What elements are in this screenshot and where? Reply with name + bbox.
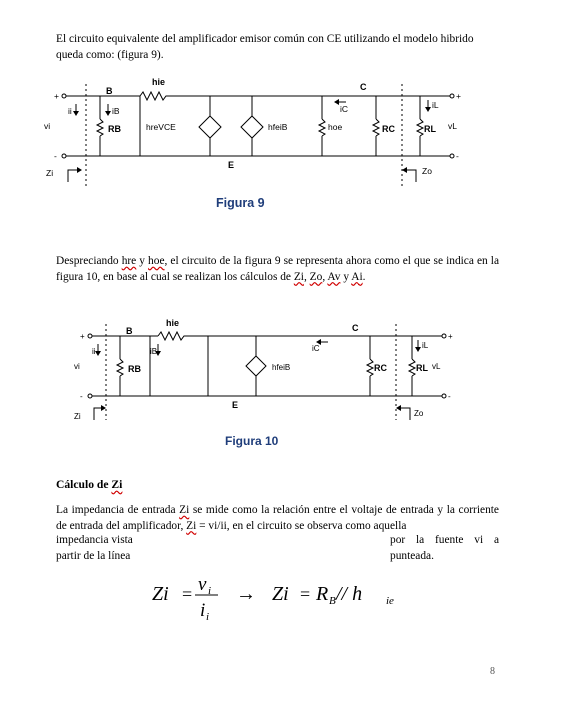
p2-text-5: ,: [322, 270, 328, 283]
fig10-rc: RC: [374, 363, 387, 373]
formula-den-sub: i: [206, 611, 210, 623]
fig10-node-b: B: [126, 326, 133, 336]
zi-formula: [150, 570, 410, 630]
formula-num: v: [198, 574, 207, 595]
formula-num-sub: i: [208, 585, 212, 597]
intro-text: El circuito equivalente del amplificador emisor común con CE utilizando el modelo hibrido queda como: (figura 9).: [56, 33, 474, 61]
heading-text: Cálculo de: [56, 478, 112, 491]
fig10-hfe-ib: hfeiB: [272, 363, 291, 372]
p2-word-av: Av: [327, 270, 341, 283]
fig10-plus-in: +: [80, 332, 85, 341]
fig9-node-b: B: [106, 86, 113, 96]
formula-den: i: [200, 600, 206, 621]
p2-text-3: , el circuito de la figura 9 se representa ahora como el que se indica en la figura 10, en base al cual se realizan los cálculos de: [56, 255, 499, 283]
fig9-minus-in: -: [54, 151, 57, 161]
fig9-zi: Zi: [46, 168, 54, 178]
formula-arrow: →: [236, 583, 256, 605]
fig10-il: iL: [422, 341, 429, 350]
fig9-il: iL: [432, 100, 439, 110]
p2-word-hre: hre: [121, 255, 137, 267]
formula-rhs-h-sub: ie: [386, 595, 394, 607]
fig10-ib: iB: [150, 347, 158, 356]
p2-word-zi: Zi: [293, 270, 304, 283]
section-paragraph: [56, 503, 499, 534]
fig10-ii: ii: [92, 347, 96, 356]
sp-text-2: se mide como la relación entre el voltaje de entrada y la corriente de entrada del amplificador,: [56, 504, 499, 532]
fig10-zi: Zi: [74, 412, 81, 421]
fig9-node-e: E: [228, 160, 235, 170]
sp-right-line-1: por la fuente vi a: [390, 534, 499, 546]
fig9-node-c: C: [360, 82, 367, 92]
fig9-hie: hie: [152, 77, 166, 87]
fig9-rl: RL: [424, 124, 436, 134]
sp-right-line-2: punteada.: [390, 550, 434, 562]
fig9-vi: vi: [44, 121, 51, 131]
formula-rhs-zi: Zi: [272, 583, 289, 605]
fig9-hfe-ib: hfeiB: [268, 122, 288, 132]
fig9-rc: RC: [382, 124, 395, 134]
fig10-rl: RL: [416, 363, 428, 373]
sp-text-3: = vi/ii, en el circuito se observa como aquella: [196, 519, 407, 532]
p2-text-7: .: [362, 270, 366, 283]
paragraph-2: [56, 254, 499, 285]
fig10-vl: vL: [432, 362, 441, 371]
formula-lhs: Zi: [152, 583, 169, 605]
fig9-rb: RB: [108, 124, 121, 134]
fig10-minus-out: -: [448, 392, 451, 401]
fig10-minus-in: -: [80, 392, 83, 401]
fig9-plus-in: +: [54, 91, 59, 101]
figure-10-caption: Figura 10: [225, 434, 279, 448]
sp-left-line-2: partir de la línea: [56, 550, 131, 562]
fig10-rb: RB: [128, 364, 141, 374]
page-number: 8: [490, 666, 495, 677]
sp-word-zi-2: Zi: [186, 519, 197, 532]
intro-paragraph: [56, 32, 499, 63]
fig10-zo: Zo: [414, 409, 424, 418]
p2-word-ai: Ai: [351, 270, 363, 283]
p2-text-2: y: [136, 255, 149, 267]
fig10-hie: hie: [166, 318, 180, 328]
fig10-node-c: C: [352, 323, 359, 333]
formula-rhs-r: R: [316, 583, 329, 605]
sp-text-1: La impedancia de entrada: [56, 504, 180, 516]
figure-9-circuit: [40, 74, 470, 194]
fig9-plus-out: +: [456, 91, 461, 101]
figure-9-caption: Figura 9: [216, 196, 265, 210]
fig10-ic: iC: [312, 344, 320, 353]
fig9-zo: Zo: [422, 166, 432, 176]
p2-word-zo: Zo: [309, 270, 323, 283]
fig9-ib: iB: [112, 106, 120, 116]
p2-text-6: y: [340, 270, 352, 283]
figure-10-circuit: [70, 316, 460, 426]
formula-equals: =: [182, 584, 193, 604]
fig9-ii: ii: [68, 106, 72, 116]
p2-word-hoe: hoe: [148, 255, 165, 267]
p2-text-4: ,: [303, 270, 310, 283]
fig9-hre-vce: hreVCE: [146, 122, 176, 132]
fig9-ic: iC: [340, 104, 349, 114]
fig9-hoe: hoe: [328, 122, 343, 132]
sp-left-line-1: impedancia vista: [56, 534, 133, 546]
p2-text-1: Despreciando: [56, 255, 122, 267]
sp-word-zi: Zi: [179, 504, 190, 516]
fig9-minus-out: -: [456, 151, 459, 161]
fig10-vi: vi: [74, 362, 80, 371]
fig9-vl: vL: [448, 121, 457, 131]
heading-word-zi: Zi: [111, 478, 123, 491]
fig10-plus-out: +: [448, 332, 453, 341]
formula-rhs-r-sub: B: [329, 595, 336, 607]
formula-rhs-h: // h: [336, 583, 363, 605]
fig10-node-e: E: [232, 400, 239, 410]
section-heading: [56, 478, 122, 491]
formula-equals-2: =: [300, 584, 311, 604]
